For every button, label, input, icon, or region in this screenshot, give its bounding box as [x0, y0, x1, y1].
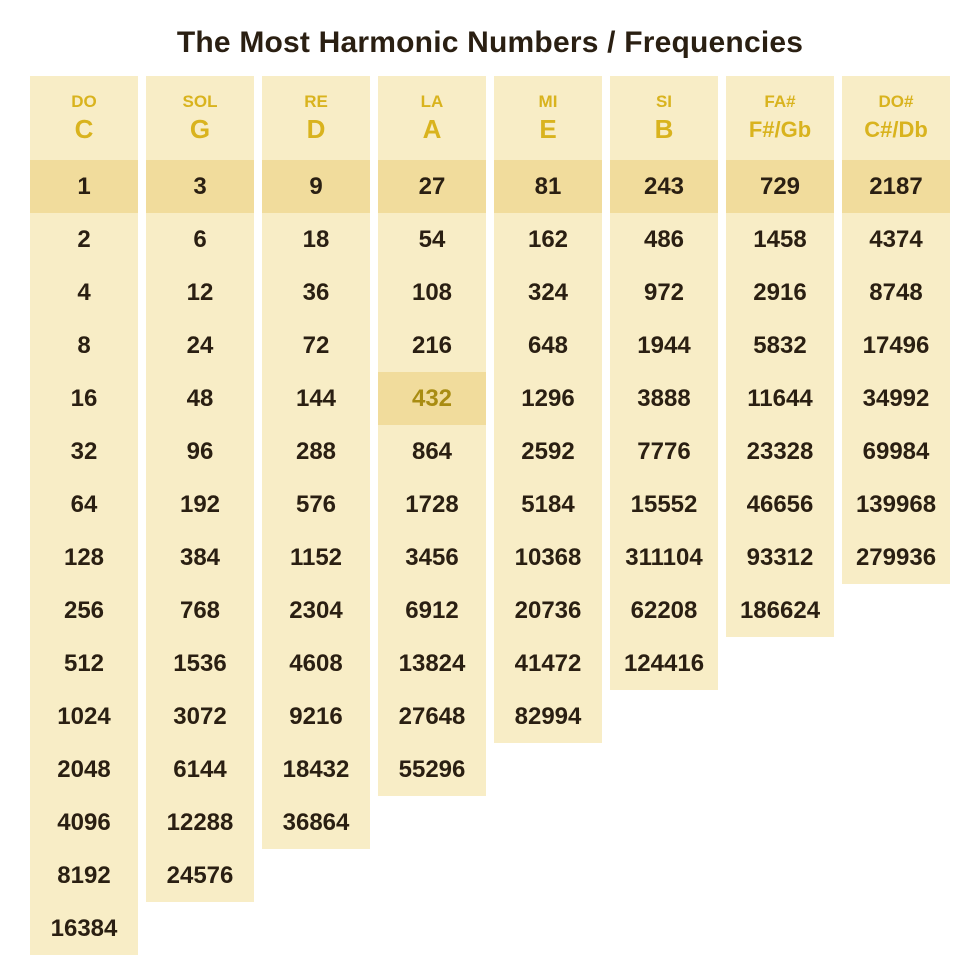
value-cell: 1152	[289, 544, 343, 571]
value-cell: 24	[186, 332, 214, 359]
value-cell: 384	[179, 544, 221, 571]
value-cell: 1728	[405, 491, 459, 518]
value-cell: 2916	[753, 279, 807, 306]
value-cell: 93312	[746, 544, 814, 571]
solfege-label: MI	[538, 92, 558, 111]
value-cell: 69984	[862, 438, 930, 465]
solfege-label: FA#	[764, 92, 796, 111]
value-cell: 62208	[630, 597, 698, 624]
value-cell: 648	[527, 332, 569, 359]
value-cell: 1024	[57, 703, 111, 730]
note-column-b	[610, 76, 718, 690]
value-cell: 768	[179, 597, 221, 624]
note-column-c	[30, 76, 138, 955]
value-cell: 144	[295, 385, 337, 412]
value-cell: 96	[186, 438, 214, 465]
value-cell: 36	[302, 279, 330, 306]
value-cell: 256	[63, 597, 105, 624]
value-cell: 18	[302, 226, 330, 253]
value-cell: 4096	[57, 809, 111, 836]
base-value-cell: 81	[494, 160, 602, 213]
value-cell: 8748	[869, 279, 923, 306]
note-label: A	[422, 114, 442, 144]
note-column-g	[146, 76, 254, 902]
value-cell: 4374	[869, 226, 923, 253]
page-title: The Most Harmonic Numbers / Frequencies	[176, 26, 804, 59]
value-cell: 5832	[753, 332, 807, 359]
column-header	[842, 76, 950, 160]
note-column-a	[378, 76, 486, 796]
value-cell: 192	[179, 491, 221, 518]
column-header	[494, 76, 602, 160]
value-cell: 17496	[862, 332, 930, 359]
value-cell: 1458	[753, 226, 807, 253]
column-header	[610, 76, 718, 160]
value-cell: 34992	[862, 385, 930, 412]
base-value-cell: 27	[378, 160, 486, 213]
column-header	[378, 76, 486, 160]
note-column-d	[262, 76, 370, 849]
value-cell: 8	[77, 332, 91, 359]
value-cell: 512	[63, 650, 105, 677]
base-value-cell: 1	[30, 160, 138, 213]
value-cell: 46656	[746, 491, 814, 518]
note-label: G	[189, 114, 211, 144]
solfege-label: RE	[304, 92, 328, 111]
value-cell: 216	[411, 332, 453, 359]
value-cell: 12	[186, 279, 214, 306]
value-cell: 576	[295, 491, 337, 518]
value-cell: 486	[643, 226, 685, 253]
base-value-cell: 729	[726, 160, 834, 213]
value-cell: 2	[77, 226, 91, 253]
value-cell: 36864	[282, 809, 350, 836]
value-cell: 2304	[289, 597, 343, 624]
value-cell: 10368	[514, 544, 582, 571]
value-cell: 2592	[521, 438, 575, 465]
value-cell: 16	[70, 385, 98, 412]
solfege-label: DO#	[878, 92, 914, 111]
solfege-label: LA	[420, 92, 444, 111]
value-cell: 18432	[282, 756, 350, 783]
value-cell: 11644	[747, 385, 813, 412]
value-cell: 1944	[637, 332, 691, 359]
value-cell: 32	[70, 438, 98, 465]
value-cell: 324	[527, 279, 569, 306]
solfege-label: SI	[655, 92, 673, 111]
value-cell: 972	[643, 279, 685, 306]
value-cell: 4608	[289, 650, 343, 677]
value-cell: 7776	[637, 438, 691, 465]
note-column-c-db	[842, 76, 950, 584]
value-cell: 2048	[57, 756, 111, 783]
value-cell: 24576	[166, 862, 234, 889]
base-value-cell: 3	[146, 160, 254, 213]
note-label: E	[539, 114, 557, 144]
note-label: B	[654, 114, 674, 144]
value-cell: 64	[70, 491, 98, 518]
value-cell: 55296	[398, 756, 466, 783]
value-cell: 4	[77, 279, 91, 306]
value-cell: 48	[186, 385, 214, 412]
note-column-e	[494, 76, 602, 743]
value-cell: 864	[411, 438, 453, 465]
base-value-cell: 9	[262, 160, 370, 213]
value-cell: 13824	[398, 650, 466, 677]
value-cell: 23328	[746, 438, 814, 465]
note-label: F#/Gb	[748, 117, 812, 142]
value-cell: 311104	[625, 544, 703, 571]
column-header	[30, 76, 138, 160]
column-header	[146, 76, 254, 160]
note-column-f-gb	[726, 76, 834, 637]
value-cell: 128	[63, 544, 105, 571]
value-cell: 54	[418, 226, 446, 253]
value-cell: 9216	[289, 703, 343, 730]
value-cell: 16384	[50, 915, 118, 942]
value-cell: 82994	[514, 703, 582, 730]
value-cell: 27648	[398, 703, 466, 730]
note-label: C	[74, 114, 94, 144]
value-cell: 124416	[623, 650, 705, 677]
column-header	[726, 76, 834, 160]
value-cell: 279936	[855, 544, 937, 571]
value-cell: 8192	[57, 862, 111, 889]
value-cell: 6144	[173, 756, 227, 783]
value-cell: 186624	[739, 597, 821, 624]
value-cell: 1536	[173, 650, 227, 677]
value-cell: 12288	[166, 809, 234, 836]
note-label: D	[306, 114, 326, 144]
base-value-cell: 243	[610, 160, 718, 213]
value-cell: 6912	[405, 597, 459, 624]
value-cell: 162	[527, 226, 569, 253]
value-cell: 41472	[514, 650, 582, 677]
note-label: C#/Db	[864, 117, 928, 142]
value-cell: 3456	[405, 544, 459, 571]
value-cell: 6	[193, 226, 207, 253]
value-cell: 3072	[173, 703, 227, 730]
value-cell: 139968	[855, 491, 937, 518]
solfege-label: SOL	[182, 92, 218, 111]
value-cell: 288	[295, 438, 337, 465]
value-cell: 20736	[514, 597, 582, 624]
value-cell: 108	[411, 279, 453, 306]
highlighted-value-cell: 432	[378, 372, 486, 425]
base-value-cell: 2187	[842, 160, 950, 213]
column-header	[262, 76, 370, 160]
value-cell: 1296	[521, 385, 575, 412]
value-cell: 5184	[521, 491, 575, 518]
value-cell: 15552	[630, 491, 698, 518]
solfege-label: DO	[71, 92, 97, 111]
value-cell: 72	[302, 332, 330, 359]
value-cell: 3888	[637, 385, 691, 412]
